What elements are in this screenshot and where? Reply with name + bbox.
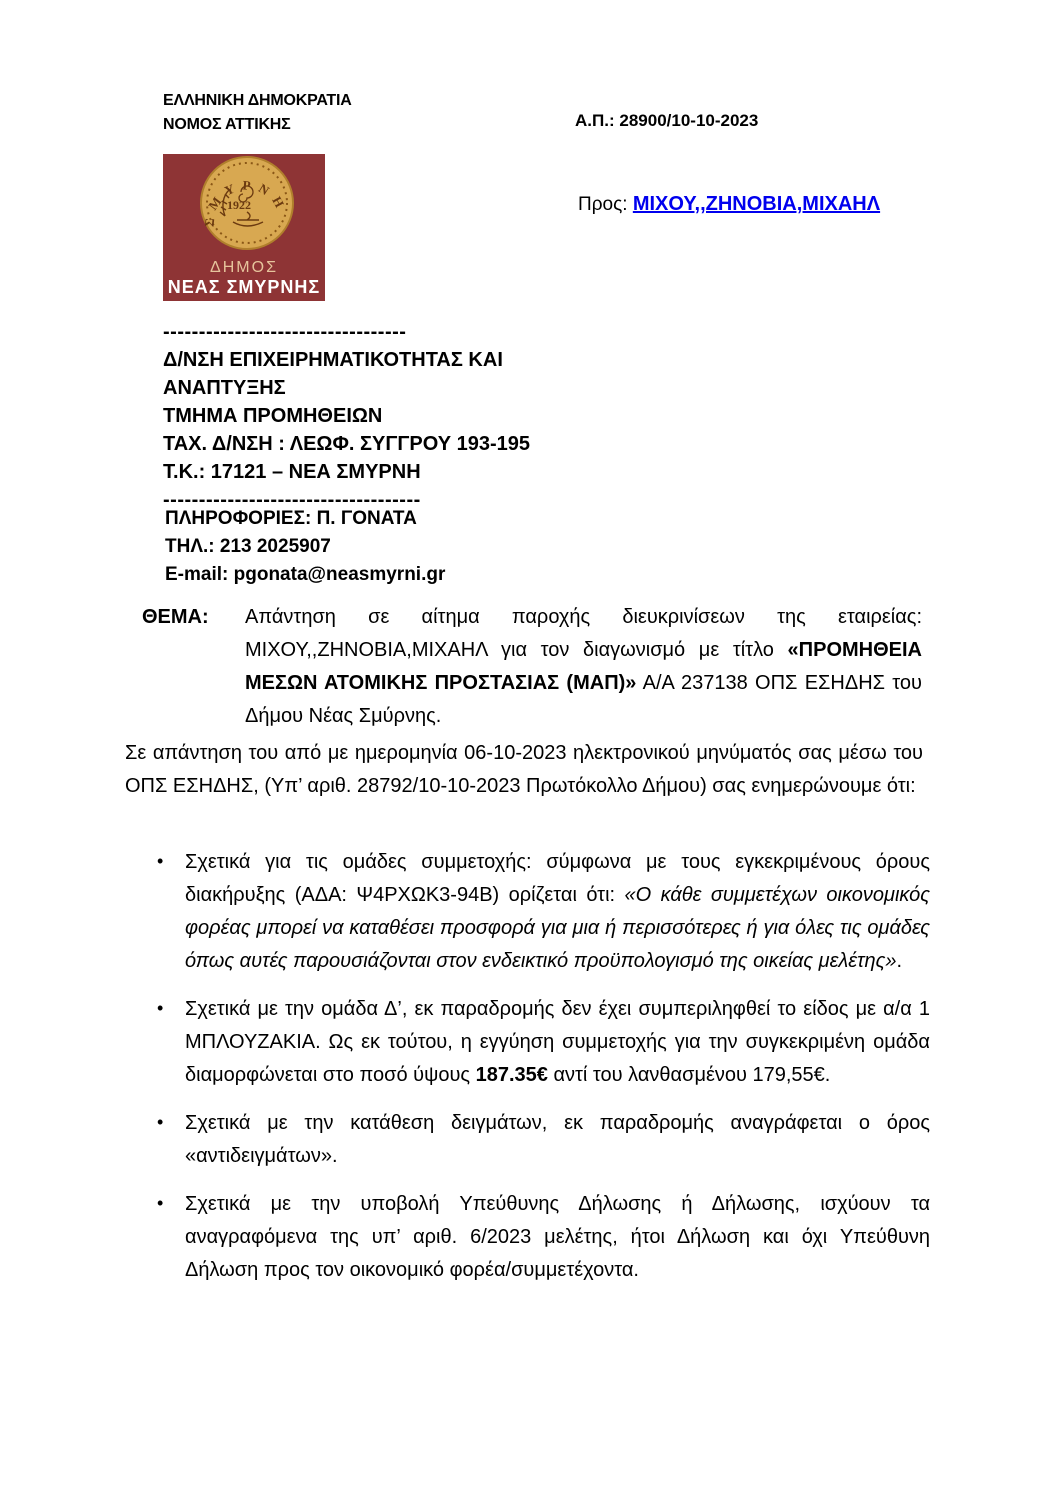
- contact-phone-line: ΤΗΛ.: 213 2025907: [165, 536, 331, 557]
- republic-title: ΕΛΛΗΝΙΚΗ ΔΗΜΟΚΡΑΤΙΑ: [163, 92, 352, 109]
- bullet-list: [125, 846, 930, 1302]
- bullet-text: [185, 851, 930, 972]
- bullet-marker-icon: •: [157, 851, 164, 871]
- department-line: Δ/ΝΣΗ ΕΠΙΧΕΙΡΗΜΑΤΙΚΟΤΗΤΑΣ ΚΑΙ: [163, 349, 503, 371]
- bullet-item: [125, 846, 930, 978]
- protocol-number: Α.Π.: 28900/10-10-2023: [575, 111, 759, 130]
- bullet-run: Σχετικά με την υποβολή Υπεύθυνης Δήλωσης ή Δήλωσης, ισχύουν τα αναγραφόμενα της υπ’ αριθ. 6/2023 μελέτης, ήτοι Δήλωση και όχι Υπεύθυνη Δήλωση προς τον οικονομικό φορέα/συμμετέχοντα.: [185, 1193, 930, 1281]
- subject-label: ΘΕΜΑ:: [142, 606, 209, 628]
- seal-year: 1922: [227, 198, 251, 212]
- municipality-logo: [163, 154, 325, 301]
- bullet-marker-icon: •: [157, 998, 164, 1018]
- department-line: ΤΑΧ. Δ/ΝΣΗ : ΛΕΩΦ. ΣΥΓΓΡΟΥ 193-195: [163, 433, 531, 455]
- subject-row: [142, 601, 922, 733]
- recipient-link[interactable]: ΜΙΧΟΥ,,ΖΗΝΟΒΙΑ,ΜΙΧΑΗΛ: [632, 193, 881, 215]
- bullet-item: [125, 993, 930, 1092]
- municipality-name-line2: ΝΕΑΣ ΣΜΥΡΝΗΣ: [167, 277, 321, 297]
- municipality-name-line1: ΔΗΜΟΣ: [210, 259, 278, 276]
- department-divider-top: ----------------------------------: [163, 321, 407, 343]
- subject-text: [245, 601, 922, 733]
- bullet-run-bold: 187.35€: [475, 1064, 548, 1086]
- department-divider-bottom: ------------------------------------: [163, 489, 421, 511]
- department-line: ΑΝΑΠΤΥΞΗΣ: [163, 377, 286, 399]
- subject-run: Α/Α 237138 ΟΠΣ ΕΣΗΔΗΣ του Δήμου Νέας Σμύρνης.: [245, 672, 922, 727]
- to-line: [578, 193, 880, 216]
- bullet-run: .: [896, 950, 903, 972]
- bullet-text: [185, 1112, 930, 1167]
- bullet-item: [125, 1107, 930, 1173]
- department-line: ΤΜΗΜΑ ΠΡΟΜΗΘΕΙΩΝ: [163, 405, 383, 427]
- bullet-item: [125, 1188, 930, 1287]
- contact-info-line: ΠΛΗΡΟΦΟΡΙΕΣ: Π. ΓΟΝΑΤΑ: [165, 508, 417, 529]
- bullet-run-italic: «Ο κάθε συμμετέχων οικονομικός φορέας μπορεί να καταθέσει προσφορά για μια ή περισσότερες ή για όλες τις ομάδες όπως αυτές παρουσιάζονται στον ενδεικτικό προϋπολογισμό της οικείας μελέτης»: [185, 884, 930, 972]
- bullet-text: [185, 998, 930, 1086]
- subject-run: Απάντηση σε αίτημα παροχής διευκρινίσεων της εταιρείας: ΜΙΧΟΥ,,ΖΗΝΟΒΙΑ,ΜΙΧΑΗΛ για τον διαγωνισμό με τίτλο: [245, 606, 922, 661]
- bullet-run: Σχετικά με την κατάθεση δειγμάτων, εκ παραδρομής αναγράφεται ο όρος «αντιδειγμάτων».: [185, 1112, 930, 1167]
- to-label: Προς:: [578, 194, 628, 215]
- intro-paragraph: Σε απάντηση του από με ημερομηνία 06-10-2023 ηλεκτρονικού μηνύματός σας μέσω του ΟΠΣ ΕΣΗΔΗΣ, (Υπ’ αριθ. 28792/10-10-2023 Πρωτόκολλο Δήμου) σας ενημερώνουμε ότι:: [125, 742, 923, 797]
- bullet-run: Σχετικά για τις ομάδες συμμετοχής: σύμφωνα με τους εγκεκριμένους όρους διακήρυξης (ΑΔΑ: Ψ4ΡΧΩΚ3-94Β) ορίζεται ότι:: [185, 851, 930, 906]
- seal-text: ΣΜΥΡΝΗ: [201, 177, 291, 228]
- contact-email-line: E-mail: pgonata@neasmyrni.gr: [165, 564, 446, 585]
- prefecture-title: ΝΟΜΟΣ ΑΤΤΙΚΗΣ: [163, 116, 291, 133]
- bullet-marker-icon: •: [157, 1193, 164, 1213]
- contact-block: [165, 505, 445, 589]
- bullet-run: αντί του λανθασμένου 179,55€.: [547, 1064, 831, 1086]
- department-line: Τ.Κ.: 17121 – ΝΕΑ ΣΜΥΡΝΗ: [163, 461, 421, 483]
- bullet-marker-icon: •: [157, 1112, 164, 1132]
- bullet-text: [185, 1193, 930, 1281]
- subject-run-bold: «ΠΡΟΜΗΘΕΙΑ ΜΕΣΩΝ ΑΤΟΜΙΚΗΣ ΠΡΟΣΤΑΣΙΑΣ (ΜΑΠ)»: [245, 639, 922, 694]
- department-block: [163, 318, 530, 514]
- bullet-run: Σχετικά με την ομάδα Δ’, εκ παραδρομής δεν έχει συμπεριληφθεί το είδος με α/α 1 ΜΠΛΟΥΖΑΚΙΑ. Ως εκ τούτου, η εγγύηση συμμετοχής για την συγκεκριμένη ομάδα διαμορφώνεται στο ποσό ύψους: [185, 998, 930, 1086]
